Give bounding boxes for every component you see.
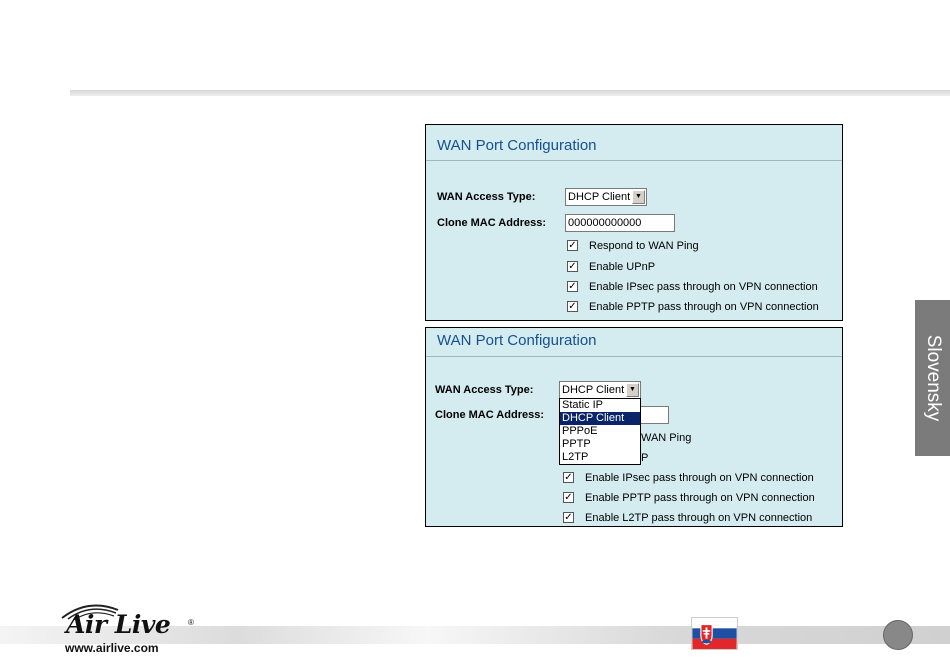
language-tab <box>915 300 950 456</box>
option-label: Respond to WAN Ping <box>589 240 699 252</box>
wan-access-type-select[interactable] <box>565 188 647 206</box>
wan-access-type-value: DHCP Client <box>562 384 625 396</box>
wan-config-panel-bottom <box>425 327 843 527</box>
wan-access-type-label: WAN Access Type: <box>437 191 536 203</box>
panel-title: WAN Port Configuration <box>437 137 597 154</box>
checkbox-checked-icon[interactable]: ✓ <box>568 301 577 312</box>
clone-mac-label: Clone MAC Address: <box>437 217 546 229</box>
option-label: P <box>641 452 649 464</box>
option-label: Enable UPnP <box>589 261 656 273</box>
registered-mark: ® <box>188 618 194 627</box>
option-label: Enable L2TP pass through on VPN connection <box>585 512 813 524</box>
checkbox-checked-icon[interactable]: ✓ <box>564 492 573 503</box>
website-url: www.airlive.com <box>65 641 159 655</box>
header-divider <box>70 90 950 96</box>
checkbox-checked-icon[interactable]: ✓ <box>564 512 573 523</box>
wan-access-type-select[interactable] <box>559 381 641 399</box>
chevron-down-icon[interactable]: ▼ <box>626 383 639 397</box>
checkbox-checked-icon[interactable]: ✓ <box>568 240 577 251</box>
dropdown-option-pptp[interactable]: PPTP <box>562 438 591 450</box>
slovakia-flag-icon <box>691 617 738 650</box>
page-number-circle-icon <box>883 620 913 650</box>
option-label: Enable PPTP pass through on VPN connection <box>589 301 819 313</box>
chevron-down-icon[interactable]: ▼ <box>632 190 645 204</box>
dropdown-option-pppoe[interactable]: PPPoE <box>562 425 598 437</box>
wan-access-type-label: WAN Access Type: <box>435 384 534 396</box>
title-divider <box>426 160 842 161</box>
title-divider <box>426 356 842 357</box>
dropdown-option-static-ip[interactable]: Static IP <box>562 399 603 411</box>
language-tab-label: Slovensky <box>922 334 944 422</box>
clone-mac-input[interactable]: 000000000000 <box>565 214 675 232</box>
option-label: WAN Ping <box>641 432 692 444</box>
clone-mac-label: Clone MAC Address: <box>435 409 544 421</box>
option-label: Enable PPTP pass through on VPN connection <box>585 492 815 504</box>
wan-access-type-value: DHCP Client <box>568 191 631 203</box>
option-label: Enable IPsec pass through on VPN connection <box>589 281 818 293</box>
wan-access-type-dropdown-list[interactable] <box>559 398 641 465</box>
panel-title: WAN Port Configuration <box>437 332 597 349</box>
dropdown-option-dhcp-client[interactable]: DHCP Client <box>560 412 640 425</box>
wan-config-panel-top <box>425 124 843 321</box>
checkbox-checked-icon[interactable]: ✓ <box>564 472 573 483</box>
checkbox-checked-icon[interactable]: ✓ <box>568 281 577 292</box>
option-label: Enable IPsec pass through on VPN connection <box>585 472 814 484</box>
checkbox-checked-icon[interactable]: ✓ <box>568 261 577 272</box>
dropdown-option-l2tp[interactable]: L2TP <box>562 451 589 463</box>
logo-text: Air Live <box>66 610 171 639</box>
